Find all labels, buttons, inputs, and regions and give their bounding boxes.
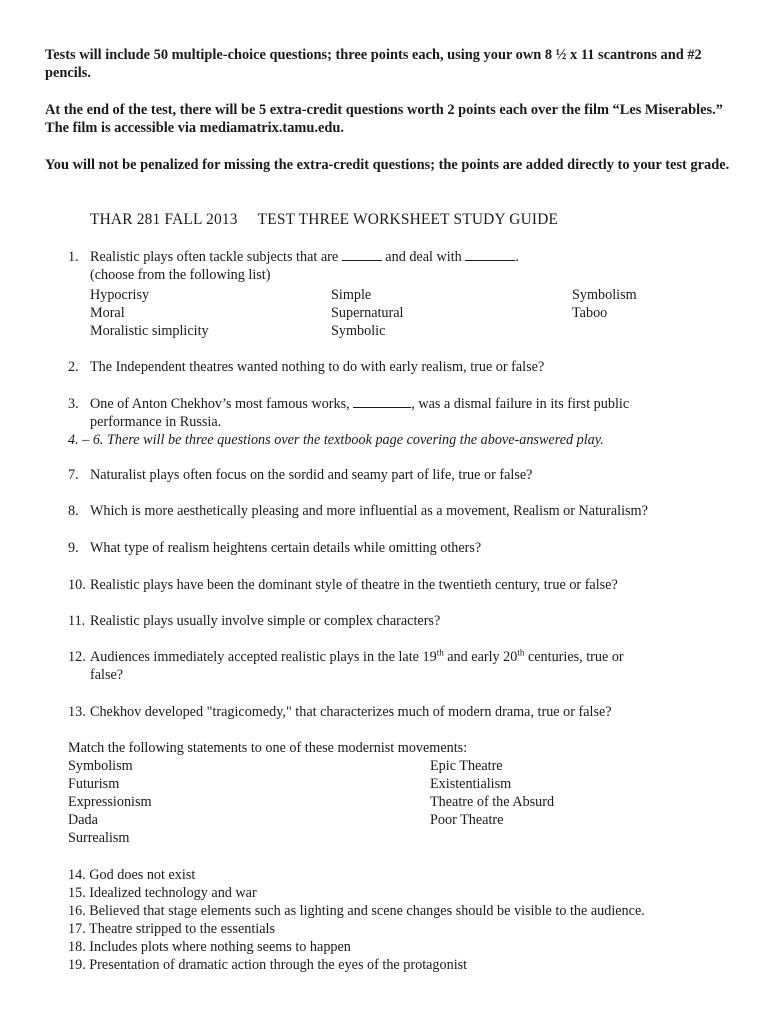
question-number: 1. [68,249,79,265]
list-item: Supernatural [331,305,404,321]
question-text: Chekhov developed "tragicomedy," that characterizes much of modern drama, true or false? [90,704,612,720]
list-item: Simple [331,287,372,303]
answer-blank [342,248,382,261]
question-number: 11. [68,613,86,629]
statement-19: 19. Presentation of dramatic action through the eyes of the protagonist [68,957,468,973]
list-item: Surrealism [68,830,130,846]
list-item: Symbolism [572,287,637,303]
movements-column-1 [68,757,152,847]
question-text: One of Anton Chekhov’s most famous works, , was a dismal failure in its first public [90,396,630,412]
question-text: Audiences immediately accepted realistic plays in the late 19th and early 20th centuries, true or [90,647,624,665]
intro-paragraph-scantrons: Tests will include 50 multiple-choice questions; three points each, using your own 8 ½ x 11 scantrons and #2 pencils. [45,47,702,81]
statement-14: 14. God does not exist [68,867,196,883]
question-number: 9. [68,540,79,556]
list-item: Symbolic [331,323,386,339]
question-number: 2. [68,359,79,375]
list-item: Epic Theatre [430,758,503,774]
question-number: 3. [68,396,79,412]
question-text-continued: performance in Russia. [90,414,222,430]
questions-4-6-note: 4. – 6. There will be three questions over the textbook page covering the above-answered play. [68,432,604,448]
question-number: 10. [68,577,86,593]
intro-paragraph-penalty: You will not be penalized for missing the extra-credit questions; the points are added directly to your test grade. [45,157,730,173]
movements-column-2 [430,757,554,829]
list-item: Existentialism [430,776,512,792]
word-list-column-1 [90,286,209,340]
list-item: Dada [68,812,98,828]
question-text: Realistic plays have been the dominant style of theatre in the twentieth century, true or false? [90,577,618,593]
list-item: Theatre of the Absurd [430,794,555,810]
answer-blank [353,395,411,408]
question-number: 12. [68,649,86,665]
matching-statements [68,866,645,974]
answer-blank [465,248,515,261]
statement-17: 17. Theatre stripped to the essentials [68,921,275,937]
question-text: Which is more aesthetically pleasing and more influential as a movement, Realism or Naturalism? [90,503,648,519]
statement-18: 18. Includes plots where nothing seems to happen [68,939,351,955]
matching-instructions: Match the following statements to one of these modernist movements: [68,740,468,756]
question-text: Realistic plays usually involve simple or complex characters? [90,613,441,629]
question-text: What type of realism heightens certain details while omitting others? [90,540,482,556]
question-text: Naturalist plays often focus on the sordid and seamy part of life, true or false? [90,467,533,483]
word-list-column-3 [572,286,637,322]
question-number: 8. [68,503,79,519]
list-item: Symbolism [68,758,133,774]
page-title: THAR 281 FALL 2013 TEST THREE WORKSHEET STUDY GUIDE [90,211,559,228]
question-number: 13. [68,704,86,720]
word-list-column-2 [331,286,404,340]
list-item: Taboo [572,305,608,321]
question-text: The Independent theatres wanted nothing to do with early realism, true or false? [90,359,545,375]
list-item: Moralistic simplicity [90,323,209,339]
list-item: Moral [90,305,125,321]
intro-paragraph-extra-credit: At the end of the test, there will be 5 extra-credit questions worth 2 points each over the film “Les Miserables.” The film is accessible via mediamatrix.tamu.edu. [45,102,723,136]
list-item: Futurism [68,776,120,792]
question-number: 7. [68,467,79,483]
statement-15: 15. Idealized technology and war [68,885,257,901]
question-text-continued: false? [90,667,124,683]
question-text: Realistic plays often tackle subjects that are and deal with . [90,249,519,265]
list-item: Hypocrisy [90,287,150,303]
list-item: Expressionism [68,794,152,810]
question-instruction: (choose from the following list) [90,267,271,283]
list-item: Poor Theatre [430,812,504,828]
statement-16: 16. Believed that stage elements such as lighting and scene changes should be visible to the audience. [68,903,645,919]
